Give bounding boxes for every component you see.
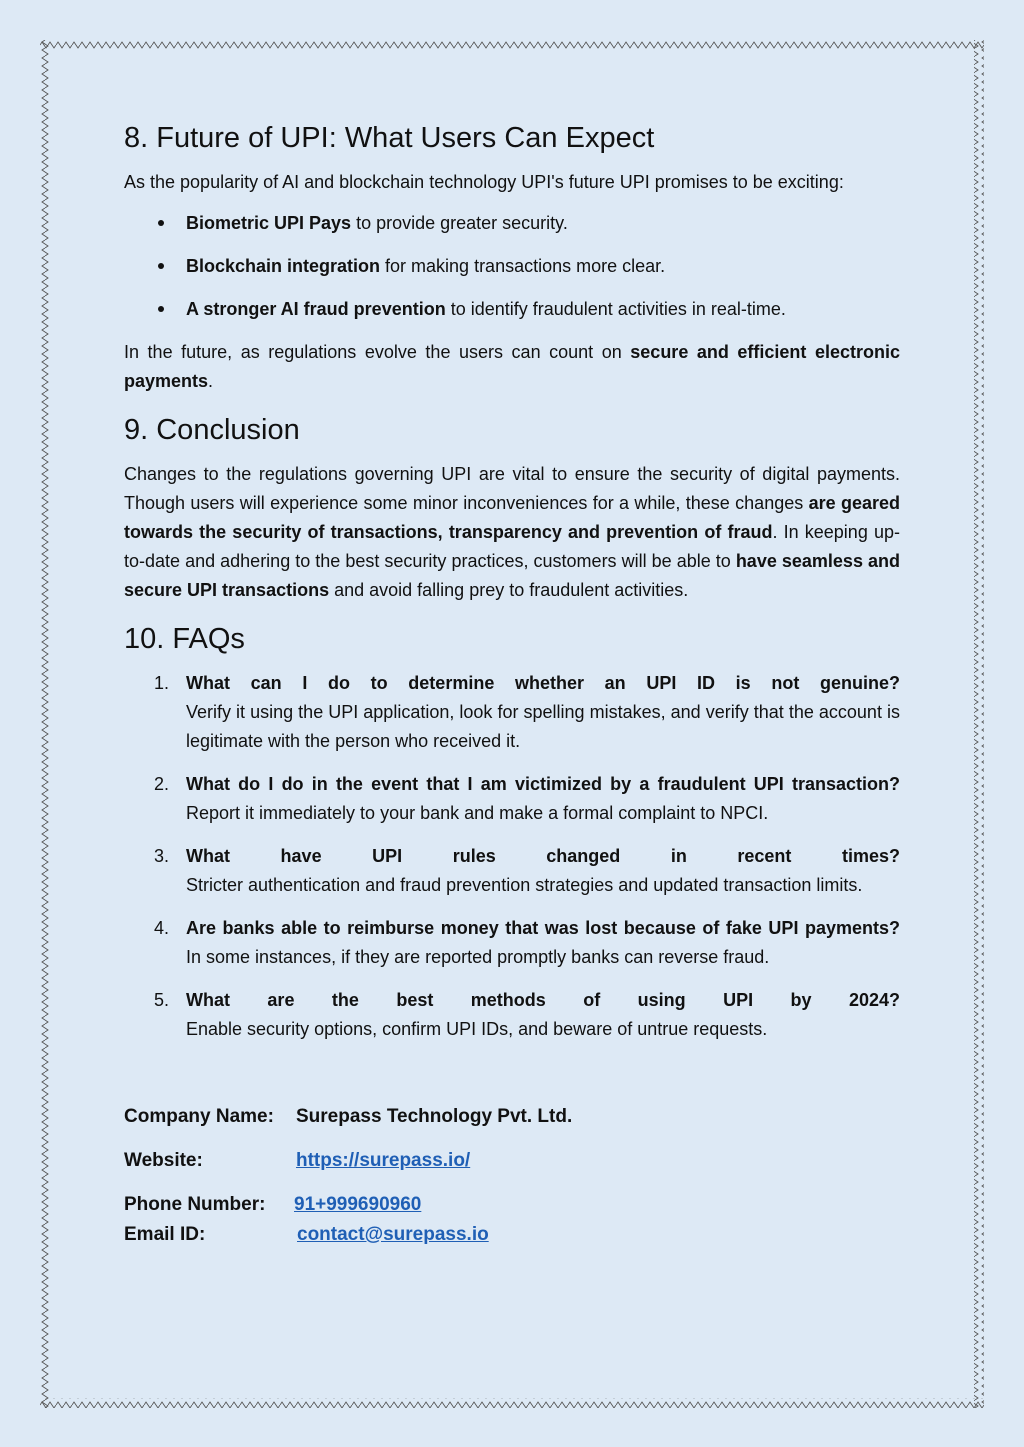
phone-label: Phone Number: <box>124 1194 266 1215</box>
section8-closing: In the future, as regulations evolve the users can count on secure and efficient electronic payments. <box>124 342 901 391</box>
section-heading-faqs: 10. FAQs <box>124 623 245 655</box>
faq-item: 1. What can I do to determine whether an UPI ID is not genuine? Verify it using the UPI application, look for spelling mistakes, and verify that the account is legitimate with the person who received it. <box>186 669 900 756</box>
section-heading-future-of-upi: 8. Future of UPI: What Users Can Expect <box>124 122 655 154</box>
website-row <box>124 1146 900 1176</box>
section-heading-conclusion: 9. Conclusion <box>124 414 300 446</box>
faq-list <box>124 669 900 1044</box>
faq-answer: Report it immediately to your bank and make a formal complaint to NPCI. <box>186 803 769 823</box>
faq-question: What are the best methods of using UPI by 2024? <box>186 990 900 1010</box>
faq-question: What do I do in the event that I am victimized by a fraudulent UPI transaction? <box>186 774 900 794</box>
faq-question: What can I do to determine whether an UPI ID is not genuine? <box>186 673 900 693</box>
list-item: Blockchain integration for making transactions more clear. <box>186 252 900 281</box>
faq-answer: Stricter authentication and fraud prevention strategies and updated transaction limits. <box>186 875 863 895</box>
faq-item: 3. What have UPI rules changed in recent times? Stricter authentication and fraud prevention strategies and updated transaction limits. <box>186 842 900 900</box>
conclusion-paragraph: Changes to the regulations governing UPI are vital to ensure the security of digital payments. Though users will experience some minor inconveniences for a while, these changes are geared towards the security of transactions, transparency and prevention of fraud. In keeping up-to-date and adhering to the best security practices, customers will be able to have seamless and secure UPI transactions and avoid falling prey to fraudulent activities. <box>124 464 900 600</box>
faq-question: Are banks able to reimburse money that was lost because of fake UPI payments? <box>186 918 900 938</box>
website-label: Website: <box>124 1150 203 1171</box>
faq-item: 4. Are banks able to reimburse money that was lost because of fake UPI payments? In some instances, if they are reported promptly banks can reverse fraud. <box>186 914 900 972</box>
email-row <box>124 1220 900 1250</box>
email-label: Email ID: <box>124 1224 206 1245</box>
faq-question: What have UPI rules changed in recent times? <box>186 846 900 866</box>
list-item: Biometric UPI Pays to provide greater security. <box>186 209 900 238</box>
section8-intro: As the popularity of AI and blockchain technology UPI's future UPI promises to be exciting: <box>124 172 844 192</box>
document-body <box>124 120 900 1250</box>
company-label: Company Name: <box>124 1106 274 1127</box>
faq-item: 5. What are the best methods of using UPI by 2024? Enable security options, confirm UPI IDs, and beware of untrue requests. <box>186 986 900 1044</box>
faq-answer: In some instances, if they are reported promptly banks can reverse fraud. <box>186 947 770 967</box>
bullet-icon <box>158 220 164 226</box>
bullet-icon <box>158 306 164 312</box>
email-link[interactable]: contact@surepass.io <box>297 1224 489 1245</box>
company-name: Surepass Technology Pvt. Ltd. <box>296 1106 573 1127</box>
phone-row <box>124 1190 900 1220</box>
faq-answer: Enable security options, confirm UPI IDs, and beware of untrue requests. <box>186 1019 768 1039</box>
website-link[interactable]: https://surepass.io/ <box>296 1150 471 1171</box>
contact-details <box>124 1102 900 1250</box>
bullet-icon <box>158 263 164 269</box>
phone-link[interactable]: 91+999690960 <box>294 1194 422 1215</box>
list-item: A stronger AI fraud prevention to identify fraudulent activities in real-time. <box>186 295 900 324</box>
future-features-list <box>124 209 900 324</box>
faq-item: 2. What do I do in the event that I am victimized by a fraudulent UPI transaction? Report it immediately to your bank and make a formal complaint to NPCI. <box>186 770 900 828</box>
faq-answer: Verify it using the UPI application, look for spelling mistakes, and verify that the account is legitimate with the person who received it. <box>186 702 900 751</box>
company-row <box>124 1102 900 1132</box>
